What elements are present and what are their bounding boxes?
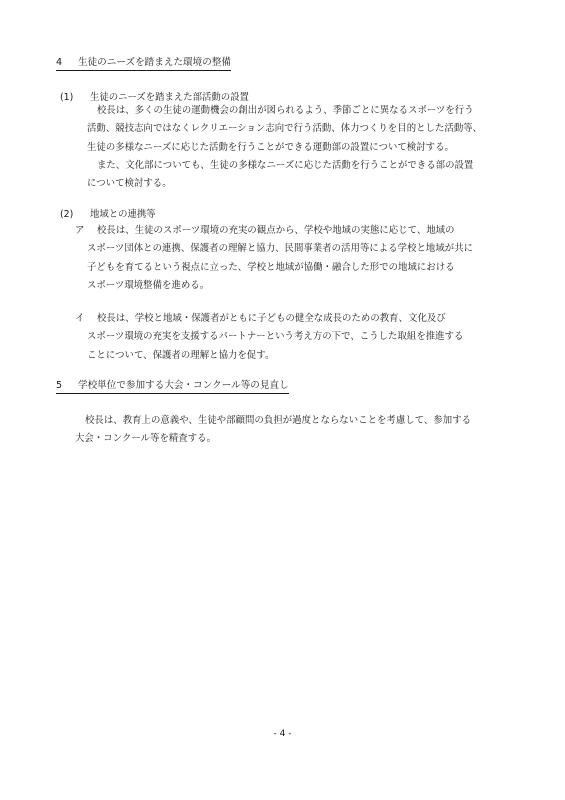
subsection-1-title: 生徒のニーズを踏まえた部活動の設置	[90, 92, 249, 103]
item-a-body	[87, 222, 473, 295]
paragraph-line: 子どもを育てるという視点に立った、学校と地域が協働・融合した形での地域における	[87, 261, 455, 273]
paragraph-line: 生徒の多様なニーズに応じた活動を行うことができる運動部の設置について検討する。	[87, 141, 454, 153]
page-number: - 4 -	[273, 729, 292, 739]
paragraph-line: 校長は、多くの生徒の運動機会の創出が図られるよう、季節ごとに異なるスポーツを行う	[97, 105, 474, 116]
paragraph-line: スポーツ環境整備を進める。	[87, 279, 210, 291]
paragraph-line: 大会・コンクール等を精査する。	[75, 433, 217, 445]
paragraph-line: スポーツ団体との連携、保護者の理解と協力、民間事業者の活用等による学校と地域が共に	[87, 243, 474, 255]
item-i-body	[87, 310, 463, 365]
paragraph-line: 校長は、教育上の意義や、生徒や部顧問の負担が過度とならないことを考慮して、参加する	[85, 415, 472, 426]
section-4-heading	[56, 56, 231, 71]
subsection-2-heading	[60, 208, 156, 222]
paragraph-line: スポーツ環境の充実を支援するパートナーという考え方の下で、こうした取組を推進する	[87, 331, 464, 343]
paragraph-line: 活動、競技志向ではなくレクリエーション志向で行う活動、体力つくりを目的とした活動等、	[87, 123, 483, 135]
section-5-heading	[56, 379, 289, 394]
item-a-marker: ア	[75, 225, 85, 236]
subsection-1-body	[87, 102, 482, 193]
paragraph-line: について検討する。	[87, 178, 172, 190]
section-5-body	[75, 412, 471, 449]
section-4-number: 4	[56, 57, 63, 68]
subsection-2-number: (2)	[60, 209, 74, 220]
paragraph-line: 校長は、生徒のスポーツ環境の充実の観点から、学校や地域の実態に応じて、地域の	[97, 225, 455, 236]
paragraph-line: 校長は、学校と地域・保護者がともに子どもの健全な成長のための教育、文化及び	[97, 313, 446, 324]
item-i-marker: イ	[75, 313, 85, 324]
paragraph-line: また、文化部についても、生徒の多様なニーズに応じた活動を行うことができる部の設置	[97, 159, 474, 171]
section-5-title: 学校単位で参加する大会・コンクール等の見直し	[78, 380, 289, 391]
subsection-2-title: 地域との連携等	[90, 209, 156, 220]
subsection-1-number: (1)	[60, 92, 74, 103]
section-4-title: 生徒のニーズを踏まえた環境の整備	[78, 57, 232, 68]
section-5-number: 5	[56, 380, 63, 391]
paragraph-line: ことについて、保護者の理解と協力を促す。	[87, 349, 275, 361]
